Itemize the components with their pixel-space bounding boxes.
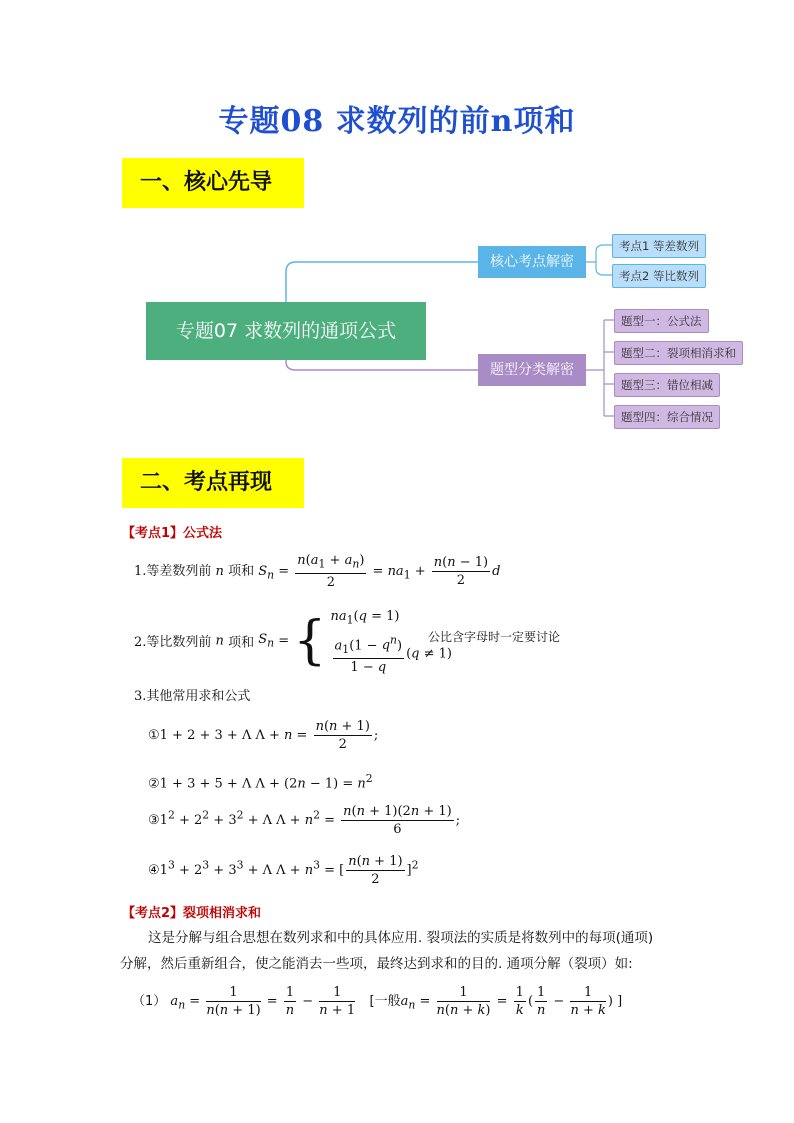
section-heading-2: 二、考点再现 <box>122 458 304 508</box>
mindmap-leaf: 题型三：错位相减 <box>614 373 720 397</box>
formula-split-term: （1） $a_n$ = $\frac{1}{n(n + 1)}$ = $\frac{1}{n}$ − $\frac{1}{n + 1}$ [一般$a_n$ = $\frac{1}{n(n + k)}$ = $\frac{1}{k}$ ( $\frac{1}{n}$ − $\frac{1}{n + k}$ ) ] <box>132 985 623 1018</box>
page-title: 专题08 求数列的前n项和 <box>218 104 576 139</box>
circled-number: ④ <box>148 863 160 878</box>
mindmap-branch-types: 题型分类解密 <box>478 354 586 386</box>
formula-geo-sum: 2.等比数列前 n 项和 $S_n$ = { $na_1(q = 1)$ $\frac{a_1(1 - q^n)}{1 - q}$ (q ≠ 1) <box>134 609 452 675</box>
formula-label: 项和 <box>228 635 255 651</box>
mindmap-leaf: 题型四：综合情况 <box>614 405 720 429</box>
formula-sum-odd: ②1 + 3 + 5 + Λ $\Lambda + (2n - 1) = n^2$ <box>148 772 373 792</box>
mindmap-leaf: 考点1 等差数列 <box>612 234 706 258</box>
mindmap-branch-core: 核心考点解密 <box>478 246 586 278</box>
section-heading-1: 一、核心先导 <box>122 158 304 208</box>
formula-arith-sum: 1.等差数列前 n 项和 $S_n$ = $\frac{n(a_1 + a_n)}{2}$ = $na_1$ + $\frac{n(n - 1)}{2}$ d <box>134 553 501 590</box>
formula-sum-cubes: $④1^3 + 2^3 + 3^3 + \Lambda$ $\Lambda + n^3$ = [ $\frac{n(n + 1)}{2}$ ]$^2$ <box>148 854 419 887</box>
circled-number: ③ <box>148 813 160 828</box>
formula-sum-squares: $③1^2 + 2^2 + 3^2 + \Lambda$ $\Lambda + n^2$ = $\frac{n(n + 1)(2n + 1)}{6}$ ; <box>148 804 461 837</box>
formula-other-heading: 3.其他常用求和公式 <box>134 689 251 704</box>
mindmap-leaf: 题型二：裂项相消求和 <box>614 341 743 365</box>
circled-number: ① <box>148 728 160 743</box>
mindmap-leaf: 题型一：公式法 <box>614 309 709 333</box>
general-label: [一般 <box>369 994 401 1009</box>
formula-label: 项和 <box>228 563 255 579</box>
formula-sum-n: ①1 + 2 + 3 + Λ Λ + n = $\frac{n(n + 1)}{2}$ ; <box>148 719 379 752</box>
paragraph: 这是分解与组合思想在数列求和中的具体应用. 裂项法的实质是将数列中的每项(通项) <box>148 930 654 946</box>
mindmap-root: 专题07 求数列的通项公式 <box>146 302 426 360</box>
kaodian-2-heading: 【考点2】裂项相消求和 <box>122 906 262 921</box>
formula-label: 2.等比数列前 <box>134 635 212 651</box>
circled-number: ② <box>148 776 160 792</box>
mindmap-leaf: 考点2 等比数列 <box>612 264 706 288</box>
item-number: （1） <box>132 994 167 1009</box>
formula-label: 1.等差数列前 <box>134 563 212 579</box>
paragraph: 分解，然后重新组合，使之能消去一些项，最终达到求和的目的. 通项分解（裂项）如: <box>120 956 633 972</box>
kaodian-1-heading: 【考点1】公式法 <box>122 526 223 541</box>
formula-note: 公比含字母时一定要讨论 <box>428 630 561 644</box>
